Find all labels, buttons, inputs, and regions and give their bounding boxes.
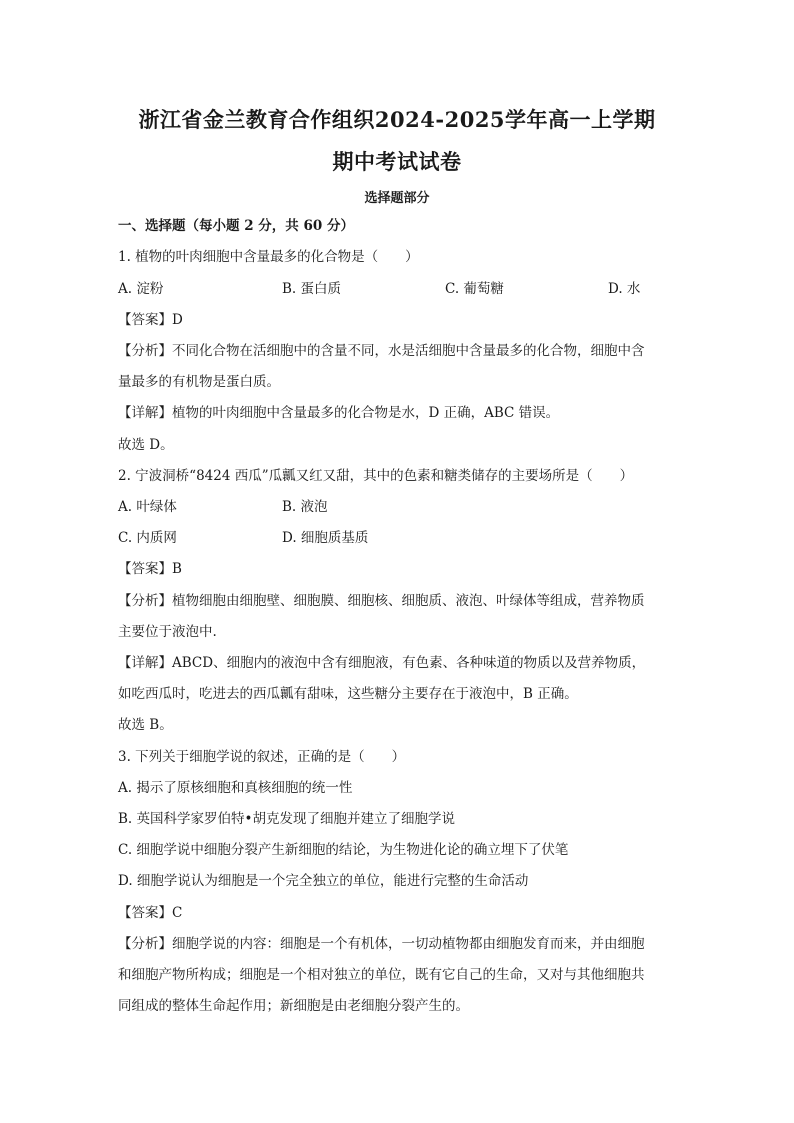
- q2-option-a: A. 叶绿体: [118, 499, 177, 515]
- q3-analysis-line3: 同组成的整体生命起作用；新细胞是由老细胞分裂产生的。: [118, 998, 469, 1014]
- q1-analysis-line2: 量最多的有机物是蛋白质。: [118, 374, 280, 390]
- q1-option-a: A. 淀粉: [118, 281, 164, 297]
- q3-analysis-line1: 【分析】细胞学说的内容：细胞是一个有机体，一切动植物都由细胞发育而来，并由细胞: [118, 936, 645, 952]
- section-part-label: 选择题部分: [364, 191, 430, 206]
- q3-option-d: D. 细胞学说认为细胞是一个完全独立的单位，能进行完整的生命活动: [118, 873, 529, 889]
- q2-option-b: B. 液泡: [282, 499, 328, 515]
- q2-answer: 【答案】B: [118, 561, 182, 577]
- q3-stem: 3. 下列关于细胞学说的叙述，正确的是（ ）: [118, 749, 406, 765]
- q1-option-c: C. 葡萄糖: [445, 281, 504, 297]
- q2-analysis-line2: 主要位于液泡中.: [118, 624, 217, 640]
- q2-option-c: C. 内质网: [118, 530, 177, 546]
- q1-option-b: B. 蛋白质: [282, 281, 342, 297]
- q3-answer: 【答案】C: [118, 905, 183, 921]
- q1-answer: 【答案】D: [118, 312, 183, 328]
- q1-detail: 【详解】植物的叶肉细胞中含量最多的化合物是水，D 正确，ABC 错误。: [118, 405, 560, 421]
- q2-detail-line1: 【详解】ABCD、细胞内的液泡中含有细胞液，有色素、各种味道的物质以及营养物质，: [118, 655, 646, 671]
- q2-detail-line2: 如吃西瓜时，吃进去的西瓜瓤有甜味，这些糖分主要存在于液泡中，B 正确。: [118, 686, 578, 702]
- q3-option-a: A. 揭示了原核细胞和真核细胞的统一性: [118, 780, 353, 796]
- section-heading: 一、选择题（每小题 2 分，共 60 分）: [118, 218, 354, 234]
- q1-option-d: D. 水: [608, 281, 641, 297]
- q3-analysis-line2: 和细胞产物所构成；细胞是一个相对独立的单位，既有它自己的生命，又对与其他细胞共: [118, 967, 645, 983]
- q2-analysis-line1: 【分析】植物细胞由细胞壁、细胞膜、细胞核、细胞质、液泡、叶绿体等组成，营养物质: [118, 593, 645, 609]
- q3-option-b: B. 英国科学家罗伯特•胡克发现了细胞并建立了细胞学说: [118, 811, 455, 827]
- q2-option-d: D. 细胞质基质: [282, 530, 369, 546]
- q1-stem: 1. 植物的叶肉细胞中含量最多的化合物是（ ）: [118, 249, 419, 265]
- doc-title-line2: 期中考试试卷: [332, 149, 462, 174]
- q2-stem: 2. 宁波洞桥“8424 西瓜”瓜瓤又红又甜，其中的色素和糖类储存的主要场所是（ ）: [118, 468, 634, 484]
- doc-title-line1: 浙江省金兰教育合作组织2024-2025学年高一上学期: [138, 107, 656, 132]
- q1-analysis-line1: 【分析】不同化合物在活细胞中的含量不同，水是活细胞中含量最多的化合物，细胞中含: [118, 343, 645, 359]
- q1-conclusion: 故选 D。: [118, 437, 174, 453]
- q2-conclusion: 故选 B。: [118, 717, 173, 733]
- q3-option-c: C. 细胞学说中细胞分裂产生新细胞的结论，为生物进化论的确立埋下了伏笔: [118, 842, 569, 858]
